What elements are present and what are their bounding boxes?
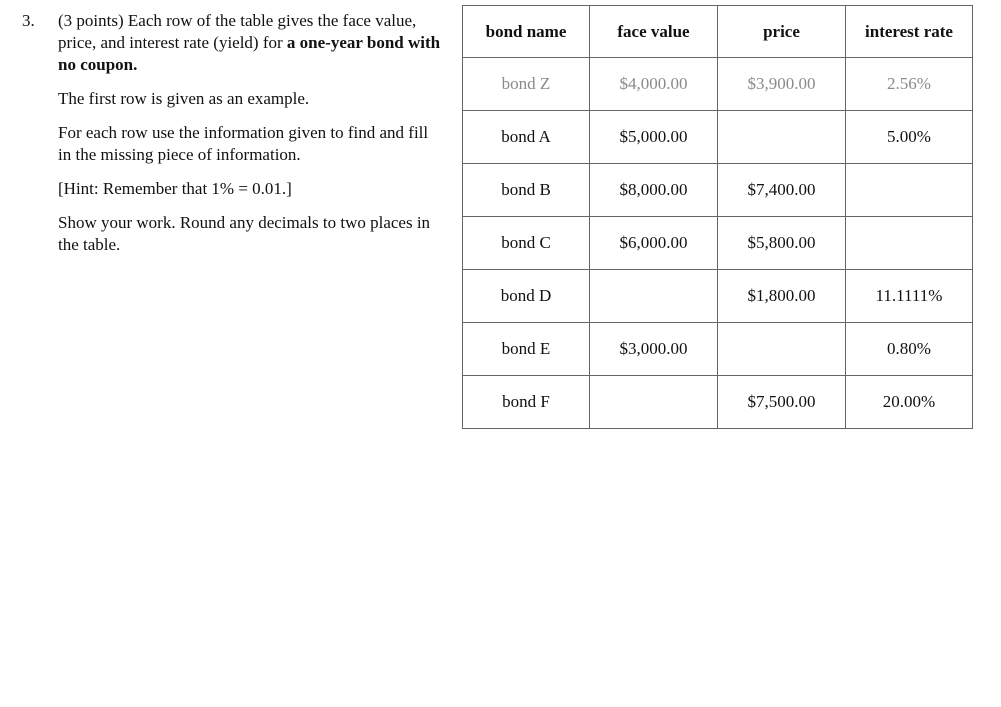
cell-bond-name: bond F xyxy=(463,376,590,429)
question-intro-text: (3 points) Each row of the table gives the face value, price, and interest rate (yield) for xyxy=(58,11,417,52)
cell-face-value: $4,000.00 xyxy=(590,58,718,111)
question-intro xyxy=(58,10,442,76)
show-work-text: Show your work. Round any decimals to two places in the table. xyxy=(58,213,431,254)
header-interest-rate: interest rate xyxy=(846,6,973,58)
cell-bond-name: bond Z xyxy=(463,58,590,111)
cell-price xyxy=(718,111,846,164)
cell-face-value: $6,000.00 xyxy=(590,217,718,270)
cell-interest-rate: 0.80% xyxy=(846,323,973,376)
cell-face-value xyxy=(590,270,718,323)
bond-table xyxy=(462,5,973,429)
table-header-row xyxy=(463,6,973,58)
cell-price xyxy=(718,323,846,376)
table-row-bond-e xyxy=(463,323,973,376)
table-row-bond-d xyxy=(463,270,973,323)
table-row-bond-b xyxy=(463,164,973,217)
cell-interest-rate xyxy=(846,217,973,270)
table-row-bond-z xyxy=(463,58,973,111)
instruction-text: For each row use the information given to find and fill in the missing piece of information. xyxy=(58,123,429,164)
cell-interest-rate: 20.00% xyxy=(846,376,973,429)
cell-bond-name: bond B xyxy=(463,164,590,217)
cell-bond-name: bond C xyxy=(463,217,590,270)
header-price: price xyxy=(718,6,846,58)
cell-face-value: $3,000.00 xyxy=(590,323,718,376)
question-intro-bold: a one-year bond with no coupon. xyxy=(58,33,441,74)
question-number: 3. xyxy=(22,11,35,30)
header-face-value: face value xyxy=(590,6,718,58)
cell-interest-rate: 5.00% xyxy=(846,111,973,164)
hint-text: [Hint: Remember that 1% = 0.01.] xyxy=(58,179,292,198)
cell-interest-rate xyxy=(846,164,973,217)
cell-price: $7,400.00 xyxy=(718,164,846,217)
cell-price: $5,800.00 xyxy=(718,217,846,270)
cell-price: $1,800.00 xyxy=(718,270,846,323)
cell-price: $3,900.00 xyxy=(718,58,846,111)
cell-interest-rate: 11.1111% xyxy=(846,270,973,323)
cell-price: $7,500.00 xyxy=(718,376,846,429)
cell-bond-name: bond D xyxy=(463,270,590,323)
table-row-bond-c xyxy=(463,217,973,270)
example-note: The first row is given as an example. xyxy=(58,89,310,108)
cell-interest-rate: 2.56% xyxy=(846,58,973,111)
cell-bond-name: bond E xyxy=(463,323,590,376)
question-header xyxy=(22,10,442,76)
header-bond-name: bond name xyxy=(463,6,590,58)
cell-face-value xyxy=(590,376,718,429)
question-block xyxy=(22,10,442,256)
cell-bond-name: bond A xyxy=(463,111,590,164)
table-row-bond-a xyxy=(463,111,973,164)
cell-face-value: $8,000.00 xyxy=(590,164,718,217)
cell-face-value: $5,000.00 xyxy=(590,111,718,164)
table-row-bond-f xyxy=(463,376,973,429)
